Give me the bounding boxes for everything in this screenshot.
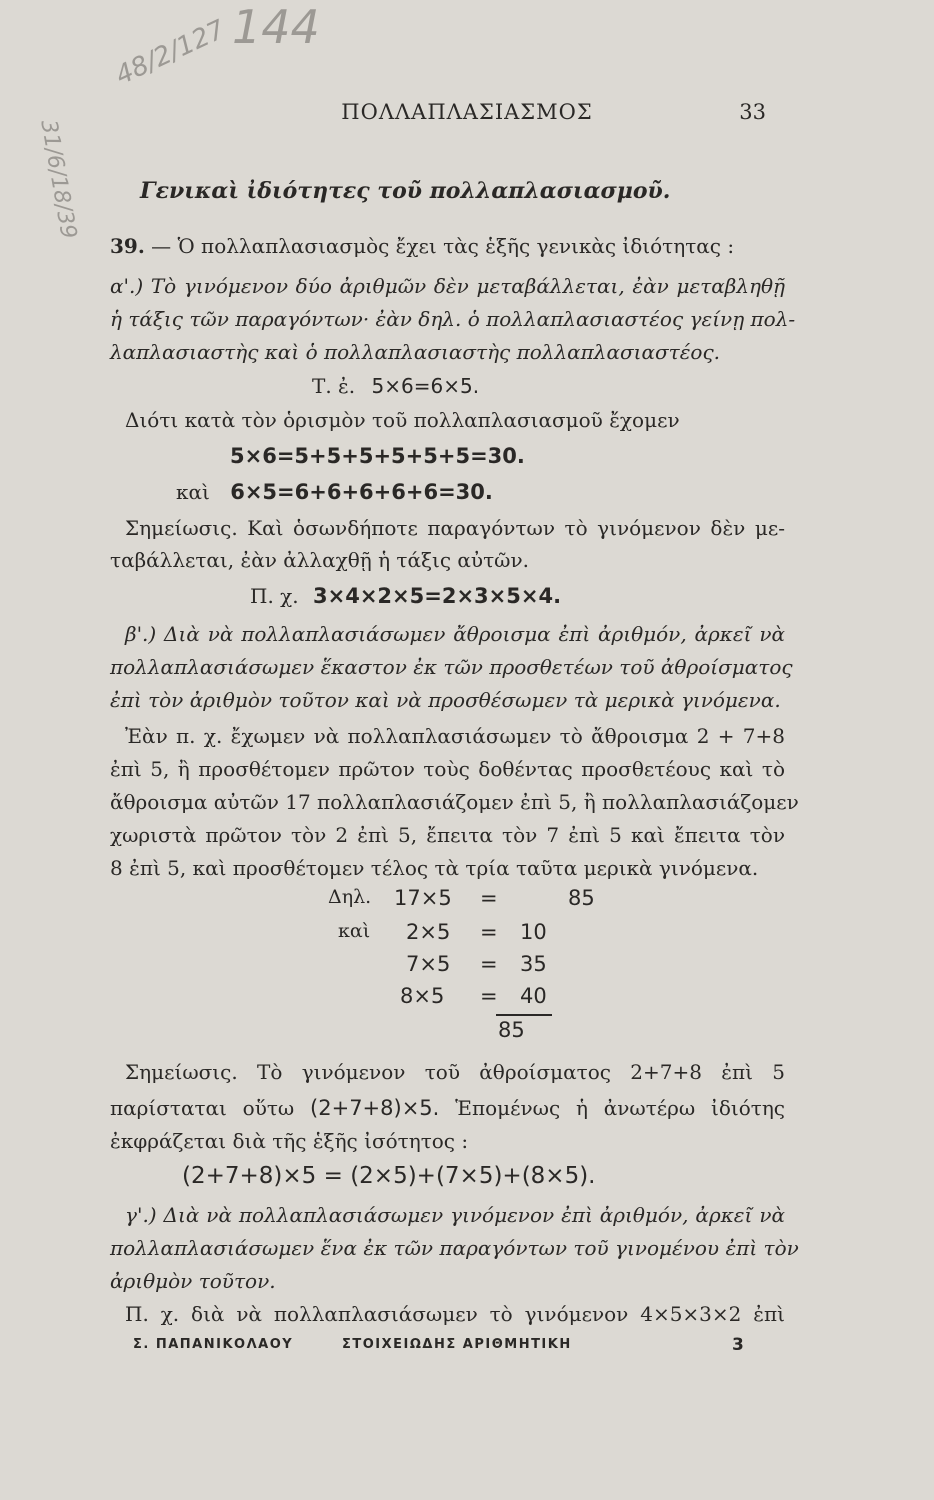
px-formula: 3×4×2×5=2×3×5×4.	[313, 584, 562, 608]
equation-2: 6×5=6+6+6+6+6=30.	[230, 480, 493, 504]
calc-rhs: 40	[520, 984, 547, 1008]
px-label: Π. χ.	[250, 584, 299, 608]
calc-label: Δηλ.	[328, 886, 372, 908]
calc-eq: =	[480, 952, 498, 976]
note-2-text: Τὸ γινόμενον τοῦ ἀθροίσματος 2+7+8 ἐπὶ 5	[257, 1060, 785, 1084]
footer-author: Σ. ΠΑΠΑΝΙΚΟΛΑΟΥ	[133, 1337, 294, 1352]
te-label: Τ. ἐ.	[312, 374, 356, 398]
example-px	[250, 582, 561, 610]
rule-a-line-3: λαπλασιαστὴς καὶ ὁ πολλαπλασιαστὴς πολλαπλασιαστέος.	[110, 340, 721, 364]
rule-a-line-2: ἡ τάξις τῶν παραγόντων· ἐὰν δηλ. ὁ πολλαπλασιαστέος γείνῃ πολ-	[110, 307, 796, 331]
note-2-line-3: ἐκφράζεται διὰ τῆς ἑξῆς ἰσότητος :	[110, 1129, 469, 1153]
calc-row	[300, 886, 620, 916]
footer-signature: 3	[732, 1335, 746, 1355]
rule-b-line-1: β'.) Διὰ νὰ πολλαπλασιάσωμεν ἄθροισμα ἐπὶ ἀριθμόν, ἀρκεῖ νὰ	[125, 622, 785, 646]
rule-c-line-1: γ'.) Διὰ νὰ πολλαπλασιάσωμεν γινόμενον ἐπὶ ἀριθμόν, ἀρκεῖ νὰ	[125, 1203, 785, 1227]
calc-lhs: 2×5	[406, 920, 451, 944]
calc-lhs: 7×5	[406, 952, 451, 976]
page-number: 33	[739, 100, 766, 124]
running-header-title: ΠΟΛΛΑΠΛΑΣΙΑΣΜΟΣ	[341, 100, 593, 124]
calc-row	[300, 952, 620, 982]
rule-c-line-2: πολλαπλασιάσωμεν ἕνα ἐκ τῶν παραγόντων τοῦ γινομένου ἐπὶ τὸν	[110, 1236, 799, 1260]
identity-formula: (2+7+8)×5 = (2×5)+(7×5)+(8×5).	[182, 1163, 596, 1189]
note-1-line-1	[125, 514, 785, 542]
note-2-text-a: παρίσταται οὕτω	[110, 1096, 295, 1120]
note-1-label: Σημείωσις.	[125, 516, 238, 540]
pencil-fraction: 48/2/127	[111, 14, 230, 92]
calc-total: 85	[498, 1018, 525, 1042]
sum-rule	[496, 1014, 552, 1016]
pencil-top-numbers: 144	[232, 0, 320, 54]
note-2-text-b: Ἑπομένως ἡ ἀνωτέρω ἰδιότης	[455, 1096, 786, 1120]
paragraph-number: 39.	[110, 234, 145, 258]
calc-lhs: 17×5	[394, 886, 452, 910]
note-1-text: Καὶ ὁσωνδήποτε παραγόντων τὸ γινόμενον δὲν με-	[247, 516, 785, 540]
te-formula: 5×6=6×5.	[371, 374, 480, 398]
paragraph-39-text: — Ὁ πολλαπλασιασμὸς ἔχει τὰς ἑξῆς γενικὰς ἰδιότητας :	[144, 234, 735, 258]
equation-1: 5×6=5+5+5+5+5+5=30.	[230, 444, 525, 468]
calc-rhs: 35	[520, 952, 547, 976]
calc-label: καὶ	[338, 920, 371, 942]
example-line-3: ἄθροισμα αὐτῶν 17 πολλαπλασιάζομεν ἐπὶ 5, ἢ πολλαπλασιάζομεν	[110, 790, 799, 814]
equation-2-row	[176, 478, 493, 506]
dioti-line: Διότι κατὰ τὸν ὁρισμὸν τοῦ πολλαπλασιασμοῦ ἔχομεν	[125, 408, 680, 432]
calc-eq: =	[480, 920, 498, 944]
calc-eq: =	[480, 886, 498, 910]
note-2-label: Σημείωσις.	[125, 1060, 238, 1084]
calc-row	[300, 920, 620, 950]
example-line-4: χωριστὰ πρῶτον τὸν 2 ἐπὶ 5, ἔπειτα τὸν 7 ἐπὶ 5 καὶ ἔπειτα τὸν	[110, 823, 785, 847]
calc-row	[300, 984, 620, 1014]
rule-c-line-3: ἀριθμὸν τοῦτον.	[110, 1269, 276, 1293]
rule-b-line-2: πολλαπλασιάσωμεν ἕκαστον ἐκ τῶν προσθετέων τοῦ ἀθροίσματος	[110, 655, 793, 679]
example-te	[312, 372, 479, 400]
note-2-line-1	[125, 1058, 785, 1086]
note-2-formula: (2+7+8)×5.	[310, 1096, 440, 1120]
calc-rhs: 10	[520, 920, 547, 944]
paragraph-39	[110, 232, 785, 260]
last-line: Π. χ. διὰ νὰ πολλαπλασιάσωμεν τὸ γινόμενον 4×5×3×2 ἐπὶ	[125, 1302, 785, 1326]
calc-eq: =	[480, 984, 498, 1008]
note-1-line-2: ταβάλλεται, ἐὰν ἀλλαχθῇ ἡ τάξις αὐτῶν.	[110, 548, 529, 572]
section-heading: Γενικαὶ ἰδιότητες τοῦ πολλαπλασιασμοῦ.	[140, 178, 671, 204]
example-line-5: 8 ἐπὶ 5, καὶ προσθέτομεν τέλος τὰ τρία ταῦτα μερικὰ γινόμενα.	[110, 856, 759, 880]
rule-a-line-1: α'.) Τὸ γινόμενον δύο ἀριθμῶν δὲν μεταβάλλεται, ἐὰν μεταβληθῇ	[110, 274, 785, 298]
example-line-1: Ἐὰν π. χ. ἔχωμεν νὰ πολλαπλασιάσωμεν τὸ ἄθροισμα 2 + 7+8	[125, 724, 785, 748]
rule-b-line-3: ἐπὶ τὸν ἀριθμὸν τοῦτον καὶ νὰ προσθέσωμεν τὰ μερικὰ γινόμενα.	[110, 688, 781, 712]
example-line-2: ἐπὶ 5, ἢ προσθέτομεν πρῶτον τοὺς δοθέντας προσθετέους καὶ τὸ	[110, 757, 785, 781]
pencil-margin-note: 31/6/18/39	[35, 118, 81, 241]
calc-rhs: 85	[568, 886, 595, 910]
footer-book-title: ΣΤΟΙΧΕΙΩΔΗΣ ΑΡΙΘΜΗΤΙΚΗ	[342, 1337, 572, 1352]
kai-label: καὶ	[176, 480, 210, 504]
calc-lhs: 8×5	[400, 984, 445, 1008]
note-2-line-2	[110, 1094, 785, 1122]
